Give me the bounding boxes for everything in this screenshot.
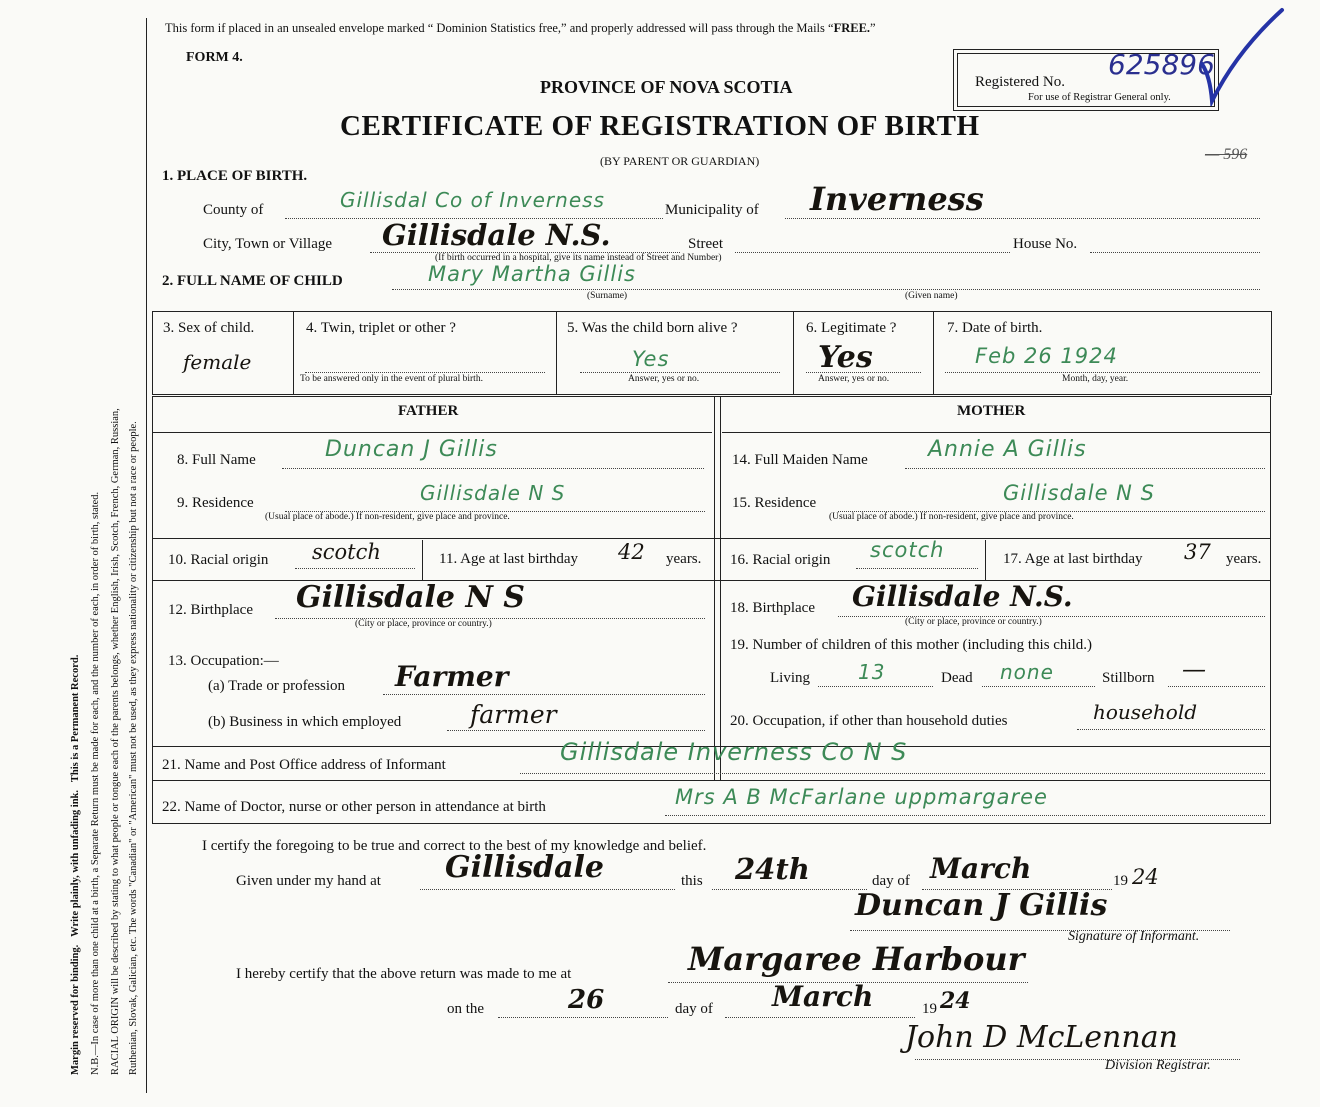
doctor-label: 22. Name of Doctor, nurse or other person in attendance at birth: [162, 799, 546, 815]
this-label: this: [681, 873, 703, 889]
father-birthplace-label: 12. Birthplace: [168, 602, 253, 618]
father-residence-note: (Usual place of abode.) If non-resident, give place and province.: [265, 512, 510, 522]
mother-occupation-label: 20. Occupation, if other than household duties: [730, 713, 1008, 729]
surname-note: (Surname): [587, 291, 628, 301]
father-heading: FATHER: [398, 403, 459, 419]
legitimate-note: Answer, yes or no.: [818, 374, 890, 384]
dob-label: 7. Date of birth.: [947, 320, 1043, 336]
mother-children-label: 19. Number of children of this mother (including this child.): [730, 637, 1093, 653]
corner-mark: — 596: [1205, 146, 1248, 163]
father-trade-label: (a) Trade or profession: [208, 678, 346, 694]
municipality-label: Municipality of: [665, 202, 759, 218]
doctor-value: Mrs A B McFarlane uppmargaree: [675, 785, 1048, 809]
father-racial-label: 10. Racial origin: [168, 552, 269, 568]
child-name-label: 2. FULL NAME OF CHILD: [162, 273, 343, 289]
father-residence-label: 9. Residence: [177, 495, 254, 511]
twin-label: 4. Twin, triplet or other ?: [306, 320, 456, 336]
mother-heading: MOTHER: [957, 403, 1026, 419]
mother-name-value: Annie A Gillis: [928, 437, 1087, 462]
registrar-signature: John D McLennan: [905, 1020, 1178, 1055]
sex-value: female: [183, 350, 252, 374]
day-of-label: day of: [872, 873, 910, 889]
living-label: Living: [770, 670, 810, 686]
mother-name-label: 14. Full Maiden Name: [732, 452, 868, 468]
given-place-value: Gillisdale: [445, 850, 604, 885]
certify-statement: I certify the foregoing to be true and correct to the best of my knowledge and belief.: [202, 838, 707, 854]
registered-number: 625896: [1108, 48, 1215, 81]
month-value: March: [930, 852, 1032, 885]
reg-day-value: 26: [568, 985, 605, 1015]
reg-year-prefix: 19: [922, 1001, 937, 1017]
province-heading: PROVINCE OF NOVA SCOTIA: [540, 77, 793, 97]
mother-residence-value: Gillisdale N S: [1003, 481, 1155, 505]
registrar-place-value: Margaree Harbour: [688, 940, 1025, 978]
informant-value: Gillisdale Inverness Co N S: [560, 738, 908, 766]
mother-residence-note: (Usual place of abode.) If non-resident, give place and province.: [829, 512, 1074, 522]
checkmark-icon: [1192, 6, 1292, 106]
mother-racial-value: scotch: [870, 538, 945, 562]
margin-rule: [146, 18, 147, 1093]
informant-signature-label: Signature of Informant.: [1068, 929, 1200, 944]
city-value: Gillisdale N.S.: [382, 218, 611, 252]
margin-racial-note: RACIAL ORIGIN will be described by stating to what people or tongue each of the parents belongs, whether English, Irish, Scotch, French, German, Russian,: [110, 408, 121, 1075]
mother-years-label: years.: [1226, 551, 1262, 567]
city-label: City, Town or Village: [203, 236, 333, 252]
father-birthplace-note: (City or place, province or country.): [355, 619, 492, 629]
stillborn-value: —: [1182, 655, 1206, 683]
year-value: 24: [1132, 865, 1159, 889]
twin-note: To be answered only in the event of plural birth.: [300, 374, 483, 384]
father-trade-value: Farmer: [395, 660, 509, 693]
alive-note: Answer, yes or no.: [628, 374, 700, 384]
registered-box: [957, 48, 1215, 107]
house-label: House No.: [1013, 236, 1078, 252]
mother-residence-label: 15. Residence: [732, 495, 817, 511]
dob-note: Month, day, year.: [1062, 374, 1129, 384]
given-name-note: (Given name): [905, 291, 958, 301]
father-years-label: years.: [666, 551, 702, 567]
dead-label: Dead: [941, 670, 973, 686]
father-business-value: farmer: [470, 700, 557, 729]
father-age-value: 42: [618, 540, 645, 564]
certificate-subtitle: (BY PARENT OR GUARDIAN): [600, 154, 760, 168]
hospital-note: (If birth occurred in a hospital, give its name instead of Street and Number): [435, 253, 722, 263]
mother-age-value: 37: [1184, 540, 1211, 564]
legitimate-label: 6. Legitimate ?: [806, 320, 897, 336]
stillborn-label: Stillborn: [1102, 670, 1155, 686]
mother-birthplace-label: 18. Birthplace: [730, 600, 815, 616]
father-residence-value: Gillisdale N S: [420, 481, 566, 505]
father-business-label: (b) Business in which employed: [208, 714, 402, 730]
margin-binding-note: Margin reserved for binding. Write plainly, with unfading ink. This is a Permanent Record.: [70, 654, 81, 1075]
place-of-birth-heading: 1. PLACE OF BIRTH.: [162, 168, 308, 184]
informant-label: 21. Name and Post Office address of Informant: [162, 757, 446, 773]
division-registrar-label: Division Registrar.: [1105, 1058, 1211, 1073]
given-under-label: Given under my hand at: [236, 873, 381, 889]
child-name-value: Mary Martha Gillis: [428, 262, 636, 286]
certificate-title: CERTIFICATE OF REGISTRATION OF BIRTH: [340, 110, 980, 142]
county-label: County of: [203, 202, 264, 218]
county-value: Gillisdal Co of Inverness: [340, 188, 605, 212]
on-the-label: on the: [447, 1001, 485, 1017]
legitimate-value: Yes: [818, 340, 873, 375]
father-birthplace-value: Gillisdale N S: [296, 580, 525, 615]
father-occupation-label: 13. Occupation:—: [168, 653, 279, 669]
municipality-value: Inverness: [810, 180, 984, 218]
reg-month-value: March: [772, 980, 874, 1013]
registered-label: Registered No.: [975, 74, 1065, 90]
alive-label: 5. Was the child born alive ?: [567, 320, 738, 336]
father-name-value: Duncan J Gillis: [325, 437, 498, 462]
father-racial-value: scotch: [312, 540, 381, 564]
mother-birthplace-value: Gillisdale N.S.: [852, 580, 1073, 613]
mother-occupation-value: household: [1093, 700, 1198, 724]
reg-day-of-label: day of: [675, 1001, 713, 1017]
day-value: 24th: [735, 852, 810, 886]
sex-label: 3. Sex of child.: [163, 320, 255, 336]
informant-signature: Duncan J Gillis: [855, 888, 1108, 923]
margin-nb-note: N.B.—In case of more than one child at a birth, a Separate Return must be made for each, and the number of each, in order of birth, stated.: [90, 491, 101, 1075]
dead-value: none: [1000, 660, 1054, 684]
mother-age-label: 17. Age at last birthday: [1003, 551, 1143, 567]
registered-note: For use of Registrar General only.: [1028, 92, 1171, 103]
mother-birthplace-note: (City or place, province or country.): [905, 617, 1042, 627]
mother-racial-label: 16. Racial origin: [730, 552, 831, 568]
father-name-label: 8. Full Name: [177, 452, 256, 468]
margin-racial-note-2: Ruthenian, Slovak, Galician, etc. The words "Canadian" or "American" must not be used, as they express nationality or citizenship but not a race or people.: [128, 421, 139, 1075]
registrar-statement: I hereby certify that the above return was made to me at: [236, 966, 572, 982]
reg-year-value: 24: [940, 988, 971, 1014]
dob-value: Feb 26 1924: [975, 344, 1118, 368]
alive-value: Yes: [632, 347, 670, 371]
mail-notice: This form if placed in an unsealed envelope marked “ Dominion Statistics free,” and properly addressed will pass through the Mails “FREE.”: [165, 21, 876, 35]
year-prefix: 19: [1113, 873, 1128, 889]
form-number: FORM 4.: [186, 50, 243, 65]
living-value: 13: [858, 660, 886, 684]
father-age-label: 11. Age at last birthday: [439, 551, 578, 567]
street-label: Street: [688, 236, 723, 252]
